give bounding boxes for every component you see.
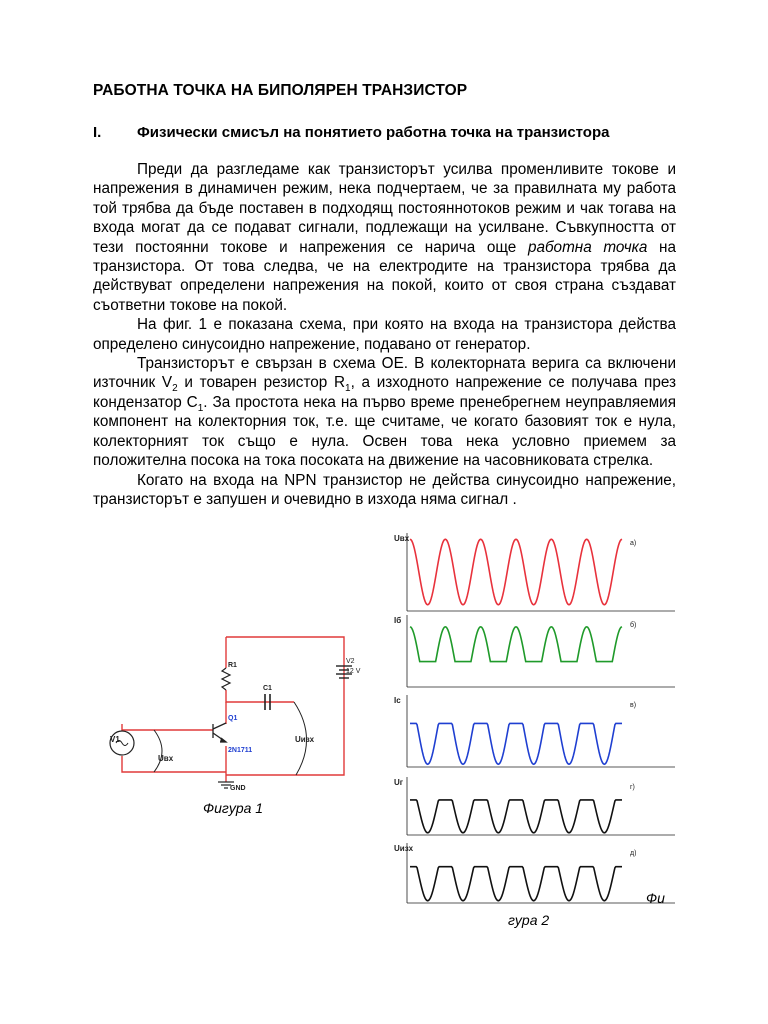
section-number: I. [93, 124, 102, 141]
waveform-tag: а) [630, 540, 637, 547]
figure-2-waveforms [390, 525, 680, 910]
u-in-arrow-icon [154, 730, 162, 772]
paragraph-2: На фиг. 1 е показана схема, при която на входа на транзистора действа определено синусоидно напрежение, подавано от генератор. [93, 316, 676, 353]
emphasis-operating-point: работна точка [527, 238, 648, 256]
figure-2-caption-end: гура 2 [508, 912, 550, 928]
waveform-panel-1 [394, 533, 675, 611]
waveform-label: Uвх [394, 534, 410, 543]
figure-1-caption: Фигура 1 [203, 800, 264, 816]
waveform-panel-3 [394, 695, 675, 767]
document-title: РАБОТНА ТОЧКА НА БИПОЛЯРЕН ТРАНЗИСТОР [93, 82, 468, 99]
figure-1-circuit [108, 630, 361, 800]
label-v1: V1 [110, 735, 120, 744]
label-gnd: GND [230, 785, 246, 792]
label-q1: Q1 [228, 715, 238, 722]
figure-2-caption-start: Фи [646, 890, 665, 906]
section-heading-text: Физически смисъл на понятието работна точка на транзистора [137, 124, 610, 141]
waveform-panel-5 [394, 843, 675, 903]
waveform-tag: д) [630, 850, 637, 857]
waveform-label: Uизх [394, 844, 414, 853]
label-v2: V2 [346, 658, 355, 665]
waveform-tag: г) [630, 784, 635, 791]
label-v2-value: 12 V [346, 668, 361, 675]
label-u-in: Uвх [158, 754, 174, 763]
transistor-q1-icon [213, 723, 226, 742]
waveform-trace [410, 723, 622, 764]
waveform-panel-2 [394, 615, 675, 687]
waveform-panel-4 [394, 777, 675, 835]
body-text [93, 160, 676, 509]
waveform-tag: б) [630, 622, 637, 629]
label-transistor-model: 2N1711 [228, 747, 253, 754]
waveform-trace [410, 800, 622, 833]
label-c1: C1 [263, 685, 272, 692]
paragraph-4: Когато на входа на NPN транзистор не действа синусоидно напрежение, транзисторът е запушен и очевидно в изхода няма сигнал . [93, 471, 676, 508]
paragraph-1: Преди да разгледаме как транзисторът усилва променливите токове и напрежения в динамичен режим, нека подчертаем, че за правилната му работа той трябва да бъде поставен в подходящ постояннотоков режим и чак тогава на входа могат да се подават сигнали, подлежащи на усилване. Съвкупността от тези постоянни токове и напрежения се нарича още работна точка на транзистора. От това следва, че на електродите на транзистора трябва да действуват определени напрежения на покой, които от своя страна създават съответни токове на покой. [93, 161, 676, 314]
section-heading [93, 124, 609, 141]
waveform-trace [410, 539, 622, 605]
label-u-out: Uизх [295, 735, 315, 744]
circuit-wires [122, 637, 344, 782]
waveform-label: Iб [394, 616, 402, 625]
waveform-trace [410, 867, 622, 901]
label-r1: R1 [228, 662, 237, 669]
waveform-label: Uг [394, 778, 404, 787]
waveform-label: Iс [394, 696, 401, 705]
waveform-trace [410, 627, 622, 662]
resistor-r1-icon [222, 668, 230, 690]
paragraph-3: Транзисторът е свързан в схема ОЕ. В колекторната верига са включени източник $V_2$ и товарен резистор $R_1$, а изходното напрежение се получава през кондензатор $C_1$. За простота нека на първо време пренебрегнем неуправляемия компонент на колекторния ток, т.е. ще считаме, че когато базовият ток е нула, колекторният ток също е нула. Освен това нека условно приемем за положителна посока на тока посоката на движение на часовниковата стрелка. [93, 355, 677, 470]
waveform-tag: в) [630, 702, 637, 709]
